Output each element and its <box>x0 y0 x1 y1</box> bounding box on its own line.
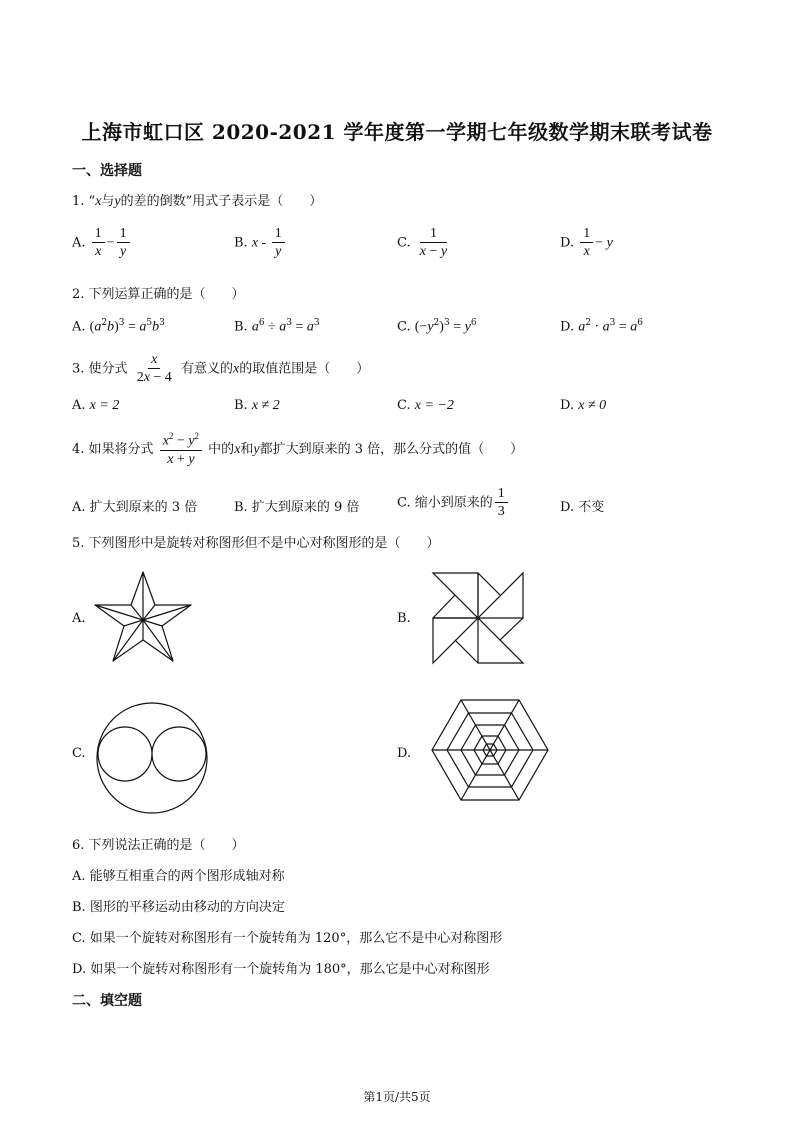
question-1-option-a[interactable]: A. $\frac{1}{x}$ − $\frac{1}{y}$ <box>72 226 132 260</box>
question-5-label-b[interactable]: B. <box>397 611 411 626</box>
question-3-option-b[interactable]: B. x ≠ 2 <box>234 398 280 413</box>
question-2-option-d[interactable]: D. $a^2 \cdot a^3 = a^6$ <box>560 318 644 335</box>
question-3-option-d[interactable]: D. x ≠ 0 <box>560 398 607 413</box>
section-fill-heading: 二、填空题 <box>72 993 142 1009</box>
question-4-option-b[interactable]: B. 扩大到原来的 9 倍 <box>234 500 360 515</box>
question-1-stem: 1. “x与y的差的倒数”用式子表示是（ ） <box>72 194 323 209</box>
figure-a-star-icon[interactable] <box>90 568 196 666</box>
question-2-option-a[interactable]: A. $(a^2b)^3 = a^5b^3$ <box>72 318 165 335</box>
question-1-option-d[interactable]: D. $\frac{1}{x}$ − y <box>560 226 613 260</box>
question-6-option-c[interactable]: C. 如果一个旋转对称图形有一个旋转角为 120°，那么它不是中心对称图形 <box>72 931 503 946</box>
question-6-option-d[interactable]: D. 如果一个旋转对称图形有一个旋转角为 180°，那么它是中心对称图形 <box>72 962 490 977</box>
question-6-option-b[interactable]: B. 图形的平移运动由移动的方向决定 <box>72 900 285 915</box>
question-5-label-a[interactable]: A. <box>72 611 86 626</box>
question-3-option-a[interactable]: A. x = 2 <box>72 398 120 413</box>
question-5-label-c[interactable]: C. <box>72 746 86 761</box>
question-2-option-c[interactable]: C. $(-y^2)^3 = y^6$ <box>397 318 477 335</box>
question-6-option-a[interactable]: A. 能够互相重合的两个图形成轴对称 <box>72 869 285 884</box>
figure-b-pinwheel-icon[interactable] <box>428 568 528 668</box>
question-4-option-c[interactable]: C. 缩小到原来的 $\frac{1}{3}$ <box>397 486 510 520</box>
question-5-label-d[interactable]: D. <box>397 746 412 761</box>
question-1-option-b[interactable]: B. x - $\frac{1}{y}$ <box>234 226 287 260</box>
section-choice-heading: 一、选择题 <box>72 163 142 179</box>
question-6-stem: 6. 下列说法正确的是（ ） <box>72 838 245 853</box>
question-4-stem: 4. 如果将分式 $\frac{x^2 - y^2}{x + y}$ 中的x和y都扩大到原来的 3 倍，那么分式的值（ ） <box>72 431 524 468</box>
question-1-option-c[interactable]: C. $\frac{1}{x - y}$ <box>397 226 448 260</box>
question-5-stem: 5. 下列图形中是旋转对称图形但不是中心对称图形的是（ ） <box>72 536 440 551</box>
page-title: 上海市虹口区 2020-2021 学年度第一学期七年级数学期末联考试卷 <box>81 120 713 144</box>
question-3-stem: 3. 使分式 $\frac{x}{2x - 4}$ 有意义的x的取值范围是（ ） <box>72 352 370 386</box>
question-2-stem: 2. 下列运算正确的是（ ） <box>72 287 245 302</box>
question-4-option-a[interactable]: A. 扩大到原来的 3 倍 <box>72 500 198 515</box>
question-3-option-c[interactable]: C. x = −2 <box>397 398 454 413</box>
question-2-option-b[interactable]: B. $a^6 \div a^3 = a^3$ <box>234 318 320 335</box>
page-number: 第1页/共5页 <box>363 1090 431 1104</box>
figure-d-hexagon-web-icon[interactable] <box>428 694 552 806</box>
question-4-option-d[interactable]: D. 不变 <box>560 500 605 515</box>
figure-c-circles-icon[interactable] <box>92 698 212 818</box>
